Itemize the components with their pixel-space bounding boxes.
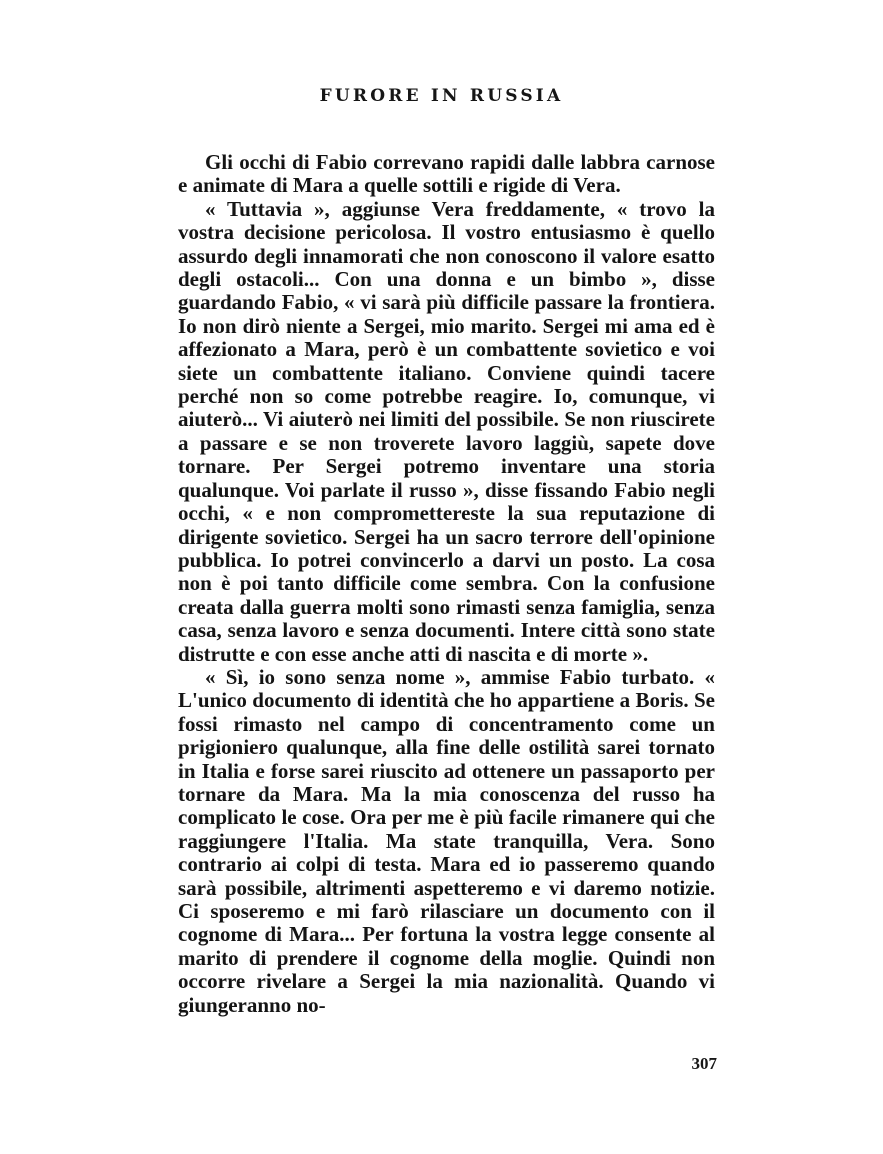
paragraph: « Tuttavia », aggiunse Vera freddamente, « trovo la vostra decisione pericolosa. Il vostro entusiasmo è quello assurdo degli innamorati che non conoscono il valore esatto degli ostacoli... Con una donna e un bimbo », disse guardando Fabio, « vi sarà più difficile passare la frontiera. Io non dirò niente a Sergei, mio marito. Sergei mi ama ed è affezionato a Mara, però è un combattente sovietico e voi siete un combattente italiano. Conviene quindi tacere perché non so come potrebbe reagire. Io, comunque, vi aiuterò... Vi aiuterò nei limiti del possibile. Se non riuscirete a passare e se non troverete lavoro laggiù, sapete dove tornare. Per Sergei potremo inventare una storia qualunque. Voi parlate il russo », disse fissando Fabio negli occhi, « e non compromettereste la sua reputazione di dirigente sovietico. Sergei ha un sacro terrore dell'opinione pubblica. Io potrei convincerlo a darvi un posto. La cosa non è poi tanto difficile come sembra. Con la confusione creata dalla guerra molti sono rimasti senza famiglia, senza casa, senza lavoro e senza documenti. Intere città sono state distrutte e con esse anche atti di nascita e di morte ». [178,196,715,666]
paragraph: Gli occhi di Fabio correvano rapidi dalle labbra carnose e animate di Mara a quelle sottili e rigide di Vera. [178,150,715,198]
page-number: 307 [691,1054,717,1073]
running-head: FURORE IN RUSSIA [319,86,564,106]
paragraph: « Sì, io sono senza nome », ammise Fabio turbato. « L'unico documento di identità che ho appartiene a Boris. Se fossi rimasto nel campo di concentramento come un prigioniero qualunque, alla fine delle ostilità sarei tornato in Italia e forse sarei riuscito ad ottenere un passaporto per tornare da Mara. Ma la mia conoscenza del russo ha complicato le cose. Ora per me è più facile rimanere qui che raggiungere l'Italia. Ma state tranquilla, Vera. Sono contrario ai colpi di testa. Mara ed io passeremo quando sarà possibile, altrimenti aspetteremo e vi daremo notizie. Ci sposeremo e mi farò rilasciare un documento con il cognome di Mara... Per fortuna la vostra legge consente al marito di prendere il cognome della moglie. Quindi non occorre rivelare a Sergei la mia nazionalità. Quando vi giungeranno no- [178,664,715,1017]
body-text [178,151,715,1017]
